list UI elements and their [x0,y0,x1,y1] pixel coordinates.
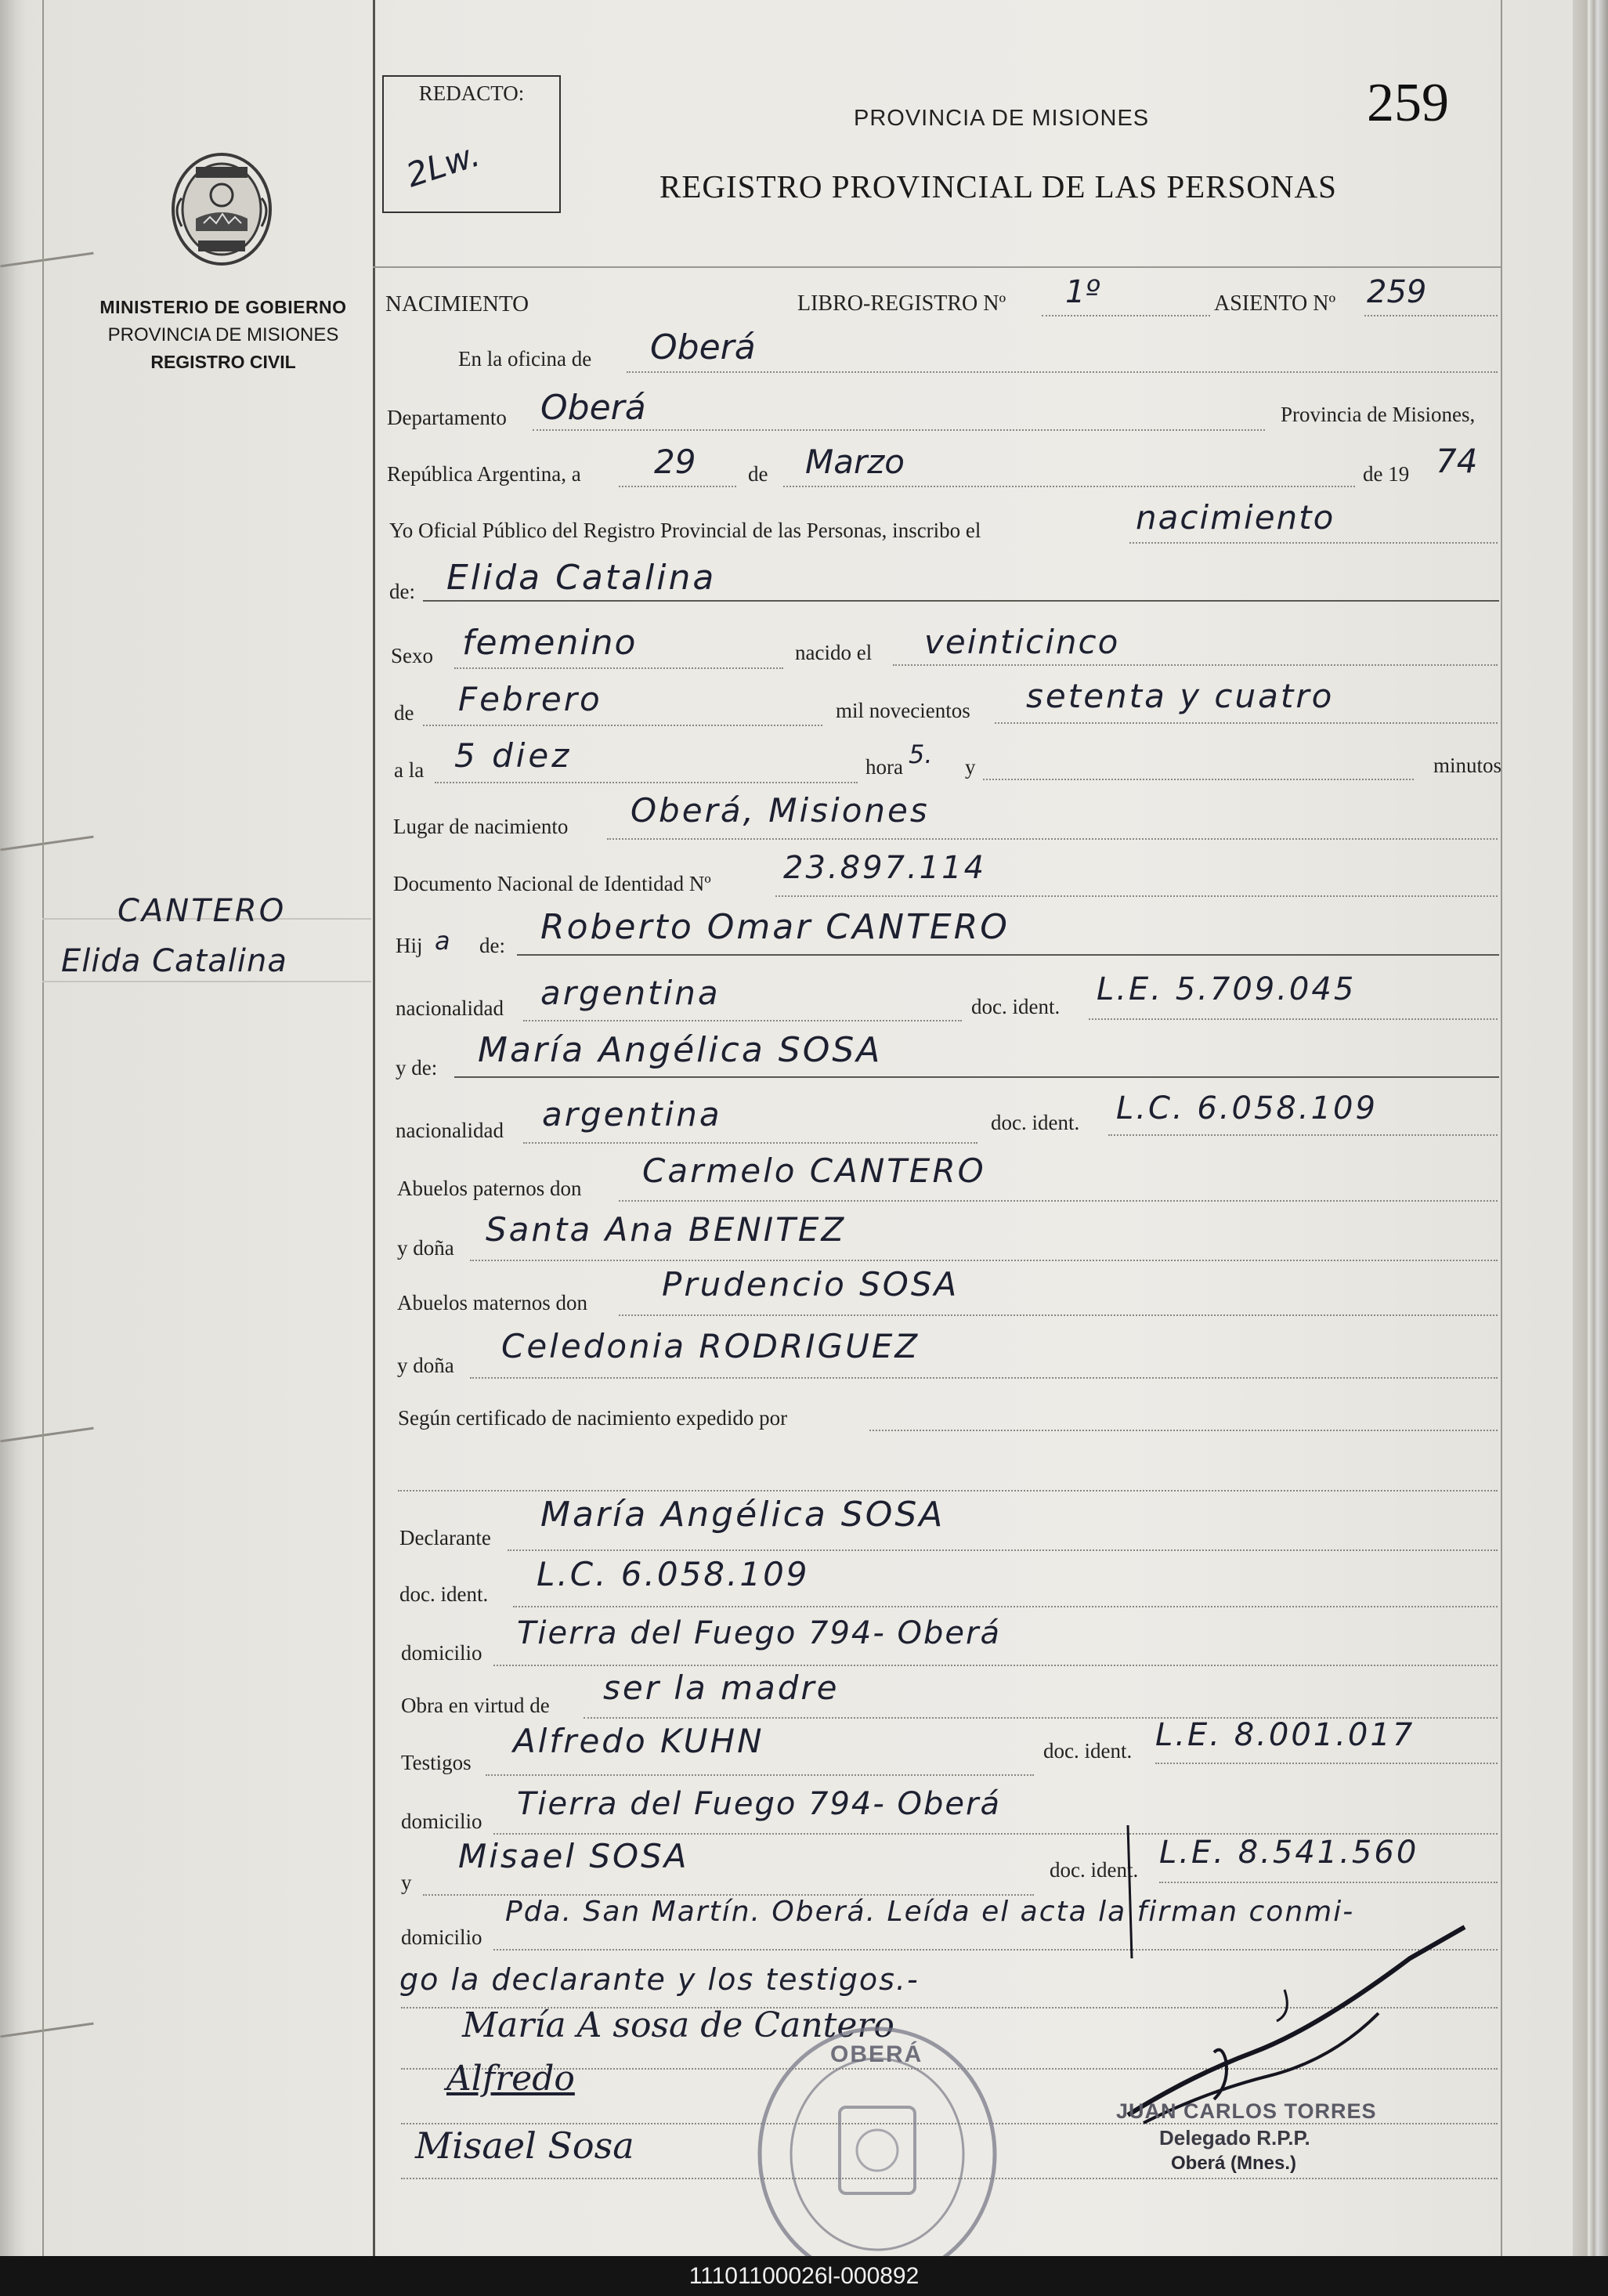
lugar-label: Lugar de nacimiento [393,815,569,838]
province-heading: PROVINCIA DE MISIONES [854,106,1150,131]
declarante-domicilio: Tierra del Fuego 794- Oberá [517,1615,1001,1651]
day-value: 29 [654,443,696,481]
testigo2-doc-label: doc. ident. [1050,1858,1139,1882]
ministry-province: PROVINCIA DE MISIONES [107,324,339,345]
sexo-value: femenino [462,623,638,663]
abuelos-maternos-label: Abuelos maternos don [397,1291,587,1314]
year-label: de 19 [1363,462,1410,486]
ministry-name: MINISTERIO DE GOBIERNO [99,297,347,317]
margin-given-name: Elida Catalina [61,943,287,979]
father-nationality: argentina [540,974,721,1012]
record-type: NACIMIENTO [385,291,529,316]
father-rule [517,954,1499,956]
abuelo-paterno: Carmelo CANTERO [642,1152,986,1190]
testigo1-doc-label: doc. ident. [1043,1739,1133,1763]
barcode-id: 11101100026l-000892 [688,2263,920,2289]
father-doc-label: doc. ident. [971,995,1061,1018]
obra-value: ser la madre [603,1669,840,1707]
mil-label: mil novecientos [836,699,970,722]
testigo2-domicilio: Pda. San Martín. Oberá. Leída el acta la firman conmi- [505,1896,1355,1928]
nacido-value: veinticinco [924,623,1120,661]
de-label: de [748,462,768,486]
yde-label: y de: [396,1056,438,1079]
declarante-doc-label: doc. ident. [399,1582,489,1606]
declarante-label: Declarante [399,1526,491,1549]
ala-label: a la [394,758,425,782]
hij-de-label: de: [479,934,505,957]
abuela-materna: Celedonia RODRIGUEZ [501,1327,920,1365]
redacto-label: REDACTO: [418,81,525,105]
oficial-value: nacimiento [1136,498,1335,537]
nacido-label: nacido el [795,641,873,664]
month-value: Marzo [805,443,905,481]
libro-value: 1º [1065,274,1100,310]
hora-label: hora [865,755,903,779]
testigo2-domicilio-label: domicilio [401,1925,482,1949]
year-value: 74 [1436,442,1478,480]
abuelos-paternos-label: Abuelos paternos don [397,1177,582,1200]
libro-label: LIBRO-REGISTRO Nº [797,291,1006,316]
margin-surname: CANTERO [117,893,287,929]
testigo1-signature: Alfredo [446,2059,575,2099]
official-place: Oberá (Mnes.) [1171,2153,1297,2174]
abuela-paterna: Santa Ana BENITEZ [486,1210,847,1249]
testigo1-doc: L.E. 8.001.017 [1155,1717,1415,1753]
lugar-value: Oberá, Misiones [631,791,930,830]
oficina-value: Oberá [650,327,756,367]
y-label: y [965,755,976,779]
hij-label: Hij [396,934,423,957]
oficina-label: En la oficina de [458,347,592,371]
redacto-box [382,75,561,213]
mother-doc: L.C. 6.058.109 [1116,1090,1378,1126]
mother-rule [454,1076,1499,1078]
page-number: 259 [1367,73,1449,133]
departamento-label: Departamento [387,406,507,429]
father-name: Roberto Omar CANTERO [540,907,1010,947]
minutos-label: minutos [1433,754,1502,777]
declarante-name: María Angélica SOSA [540,1495,945,1535]
birth-year-value: setenta y cuatro [1026,677,1335,715]
declarante-domicilio-label: domicilio [401,1641,482,1665]
official-signature [1097,1817,1488,2131]
ministry-office: REGISTRO CIVIL [150,352,296,372]
registry-title: REGISTRO PROVINCIAL DE LAS PERSONAS [659,168,1337,204]
father-nationality-label: nacionalidad [396,996,504,1020]
birth-month-value: Febrero [458,680,602,718]
binding-edge [0,0,27,2256]
abuelo-materno: Prudencio SOSA [662,1265,959,1303]
certificado-label: Según certificado de nacimiento expedido por [398,1406,788,1430]
redacto-initials: 2Lw. [401,135,485,195]
barcode-footer [0,2256,1608,2296]
testigo1-name: Alfredo KUHN [513,1722,764,1760]
stamp-city: OBERÁ [830,2041,923,2067]
provincia-suffix: Provincia de Misiones, [1281,403,1476,426]
testigo2-signature: Misael Sosa [415,2124,634,2167]
oficial-text: Yo Oficial Público del Registro Provincial de las Personas, inscribo el [389,519,981,542]
left-margin-rule [42,0,44,2256]
testigo1-domicilio: Tierra del Fuego 794- Oberá [517,1786,1001,1822]
asiento-value: 259 [1367,274,1427,310]
y3-label: y [401,1871,412,1894]
de-name-label: de: [389,580,415,603]
testigos-label: Testigos [401,1751,472,1774]
republica-label: República Argentina, a [387,462,581,486]
testigo2-name: Misael SOSA [458,1837,689,1875]
obra-label: Obra en virtud de [401,1694,550,1717]
registered-name: Elida Catalina [446,558,717,598]
declarante-doc: L.C. 6.058.109 [537,1555,810,1593]
sexo-label: Sexo [391,644,433,667]
main-column-rule [373,0,375,2256]
official-name: JUAN CARLOS TORRES [1116,2099,1377,2123]
father-doc: L.E. 5.709.045 [1097,971,1357,1007]
page-stack-edge [1573,0,1608,2256]
margin-line [42,981,371,982]
mother-nationality: argentina [542,1095,722,1134]
ministry-block [94,294,352,376]
mother-name: María Angélica SOSA [478,1030,883,1070]
de2-label: de [394,701,414,725]
dni-label: Documento Nacional de Identidad Nº [393,872,711,895]
departamento-value: Oberá [540,388,646,428]
abuela-materna-label: y doña [397,1354,454,1377]
hora-value: 5. [909,739,933,769]
name-rule [423,600,1499,602]
testigo2-doc: L.E. 8.541.560 [1159,1835,1419,1871]
mother-doc-label: doc. ident. [991,1111,1080,1134]
closing-text: go la declarante y los testigos.- [399,1962,920,1997]
declarante-signature: María A sosa de Cantero [462,2005,894,2045]
province-seal-icon [164,151,279,267]
hij-suffix: a [435,926,450,956]
asiento-label: ASIENTO Nº [1214,291,1336,316]
testigo1-domicilio-label: domicilio [401,1810,482,1833]
abuela-paterna-label: y doña [397,1236,454,1260]
official-role: Delegado R.P.P. [1159,2126,1310,2150]
dni-value: 23.897.114 [783,850,987,886]
right-margin-rule [1501,0,1502,2256]
time-value: 5 diez [454,736,573,775]
mother-nationality-label: nacionalidad [396,1119,504,1142]
